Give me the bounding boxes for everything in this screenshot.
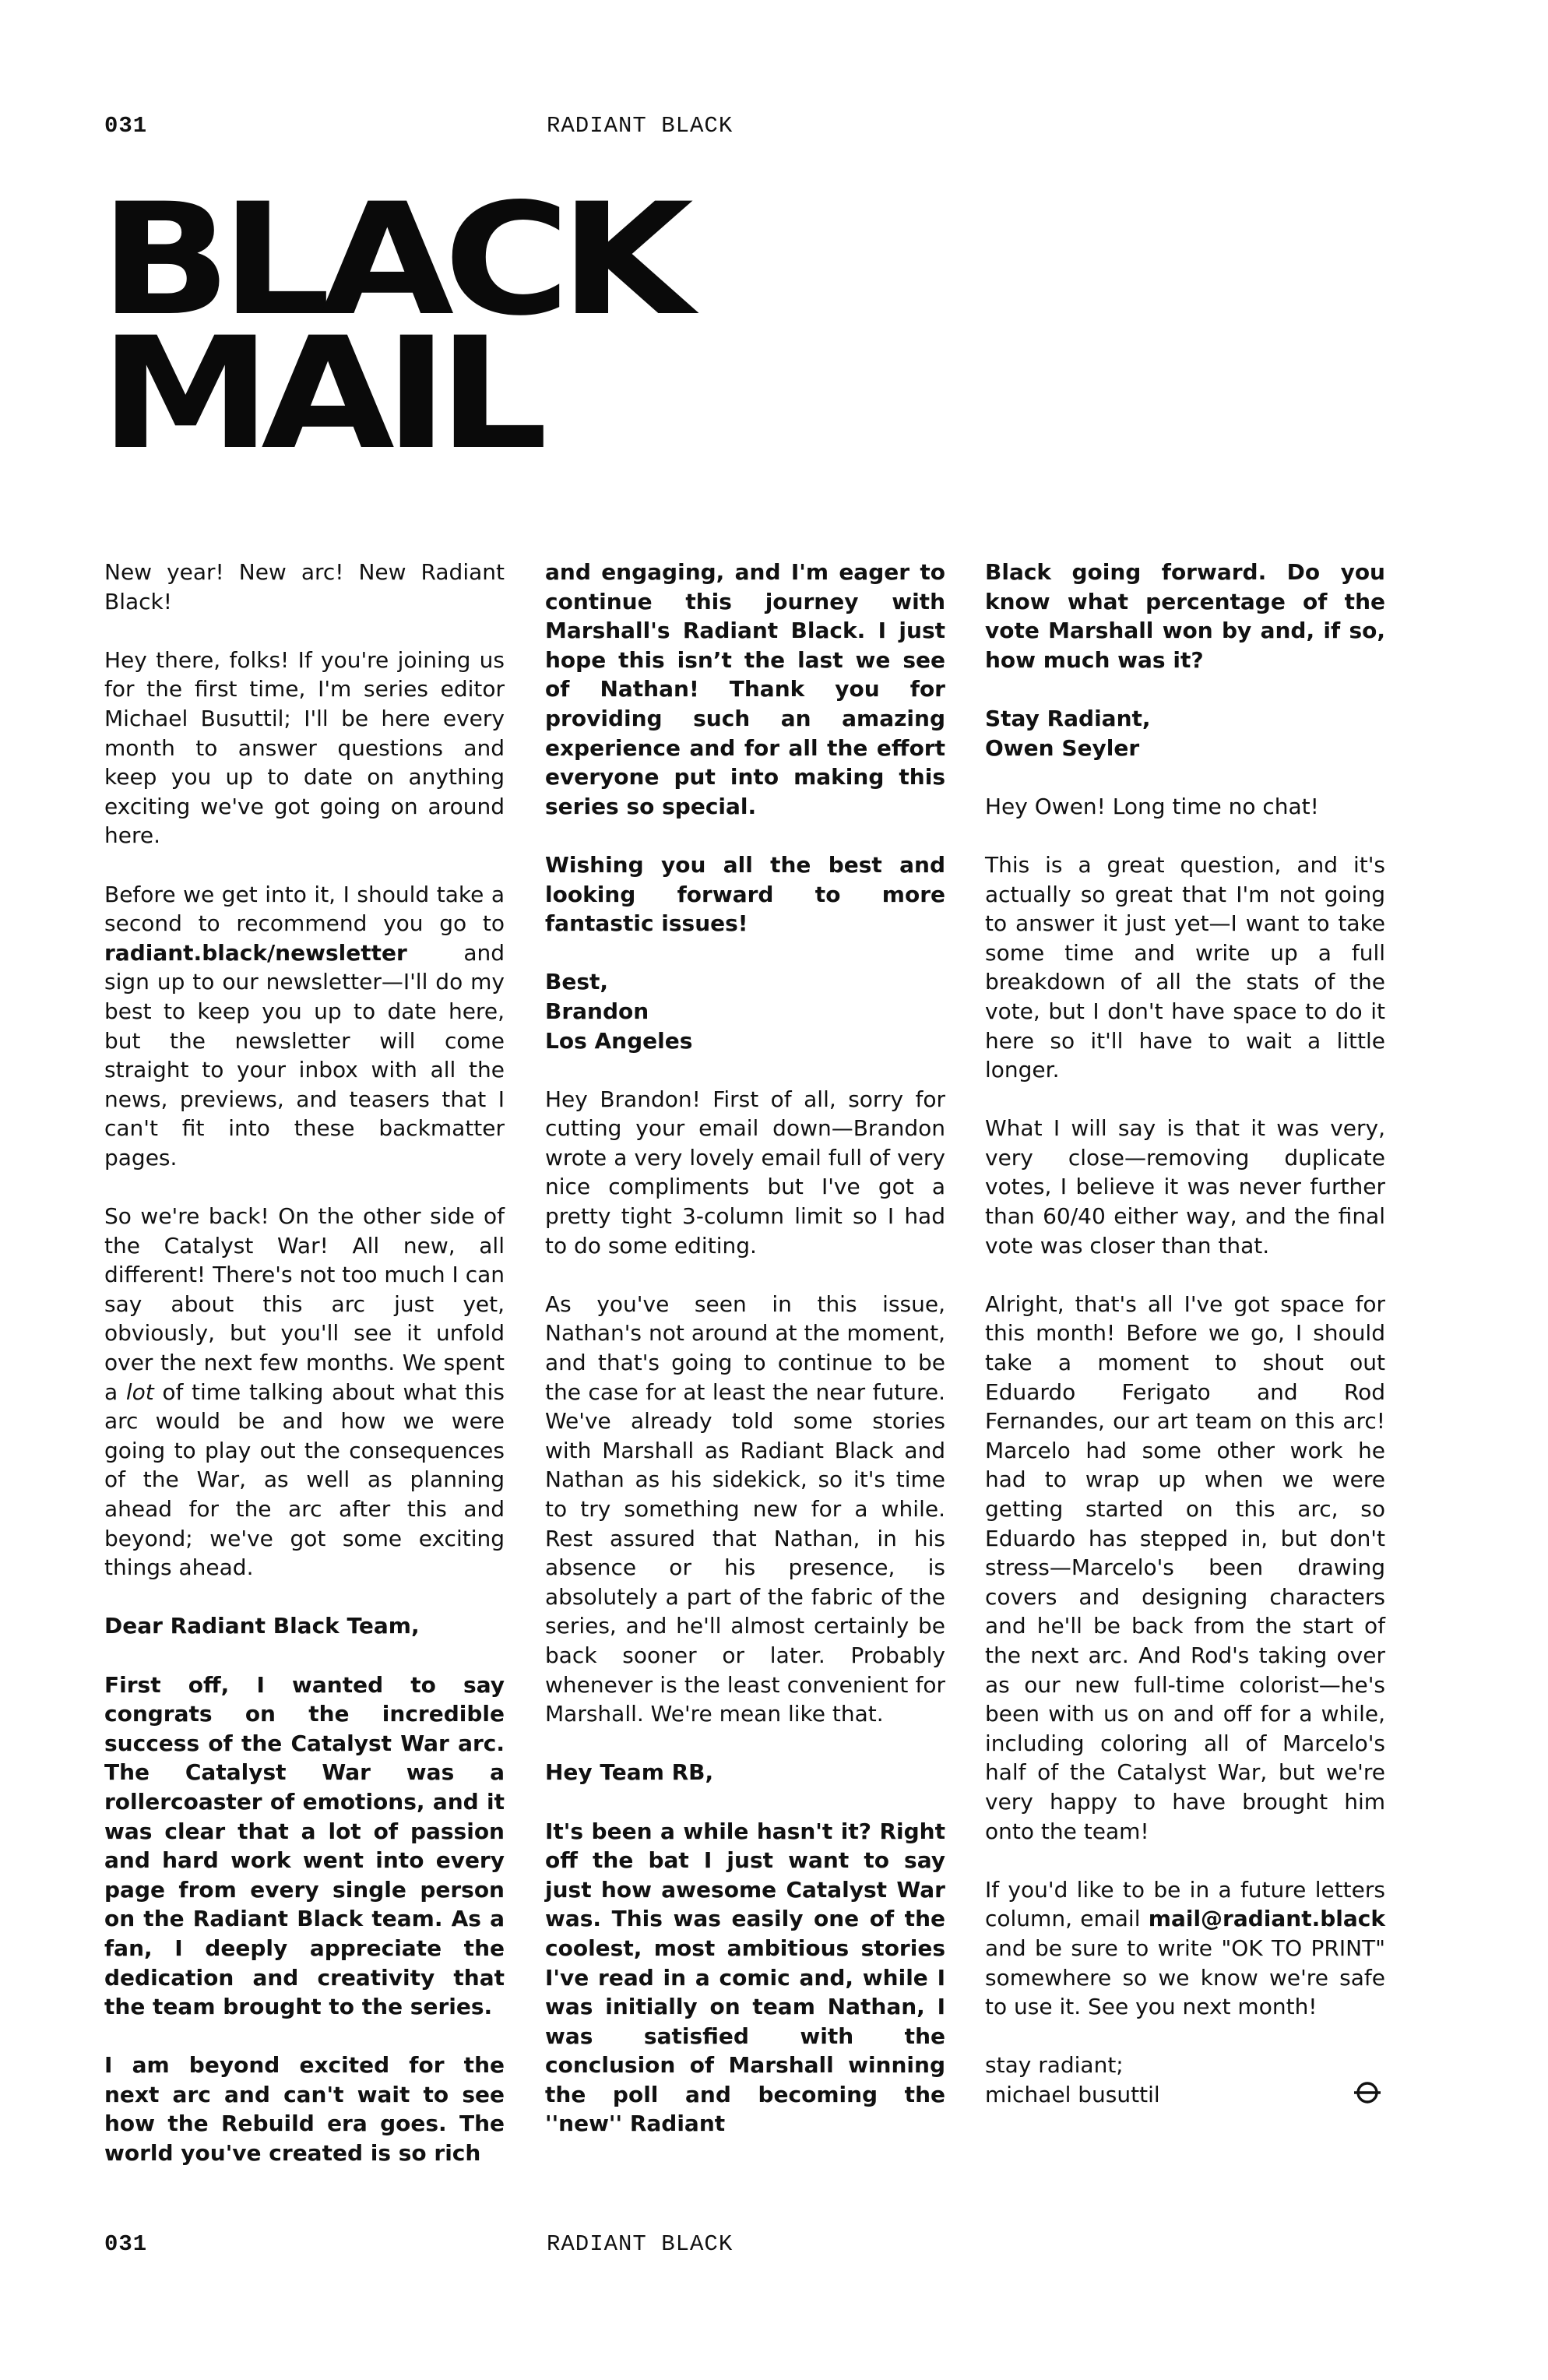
newsletter-text-after: and sign up to our newsletter—I'll do my best to keep you up to date here, but the newsletter will come straight to your inbox with all the news, previews, and teasers that I can't fit into these backmatter pages. (104, 939, 505, 1171)
editor-signoff (985, 2051, 1385, 2109)
letter-2-signoff: Stay Radiant, (985, 705, 1151, 731)
reply-2-paragraph-1: Hey Owen! Long time no chat! (985, 793, 1319, 819)
reply-1-paragraph-2: As you've seen in this issue, Nathan's not around at the moment, and that's going to continue to be the case for at least the near future. We've already told some stories with Marshall as Radiant Black and Nathan as his sidekick, so it's time to try something new for a while. Rest assured that Nathan, in his absence or his presence, is absolutely a part of the fabric of the series, and he'll almost certainly be back sooner or later. Probably whenever is the least convenient for Marshall. We're mean like that. (545, 1290, 945, 1727)
footer-book-title: RADIANT BLACK (547, 2231, 734, 2257)
letter-1-salutation: Dear Radiant Black Team, (104, 1613, 420, 1639)
column-2 (545, 558, 945, 2139)
contact-email-link[interactable]: mail@radiant.black (1148, 1906, 1385, 1932)
letter-1-signature (545, 967, 945, 1055)
newsletter-link[interactable]: radiant.black/newsletter (104, 939, 407, 966)
radiant-black-logo-icon (1354, 2079, 1381, 2106)
letter-1-paragraph-2-continued: and engaging, and I'm eager to continue this journey with Marshall's Radiant Black. I just hope this isn’t the last we see of Nathan! Thank you for providing such an amazing experience and for all the effort everyone put into making this series so special. (545, 559, 945, 819)
reply-1-paragraph-1: Hey Brandon! First of all, sorry for cutting your email down—Brandon wrote a very lovely email full of very nice compliments but I've got a pretty tight 3-column limit so I had to do some editing. (545, 1086, 945, 1259)
running-footer (104, 2231, 1381, 2262)
letter-2-paragraph-1: It's been a while hasn't it? Right off the bat I just want to say just how awesome Catalyst War was. This was easily one of the coolest, most ambitious stories I've read in a comic and, while I was initially on team Nathan, I was satisfied with the conclusion of Marshall winning the poll and becoming the ''new'' Radiant (545, 1818, 945, 2137)
column-3 (985, 558, 1385, 2109)
title-line-1: BLACK (100, 170, 684, 350)
title-line-2: MAIL (100, 304, 538, 484)
letter-2-paragraph-1-continued: Black going forward. Do you know what percentage of the vote Marshall won by and, if so, how much was it? (985, 559, 1385, 673)
letter-1-location: Los Angeles (545, 1027, 693, 1054)
arc-emphasis: lot (125, 1378, 154, 1405)
intro-paragraph: New year! New arc! New Radiant Black! (104, 559, 505, 614)
reply-2-paragraph-2: This is a great question, and it's actually so great that I'm not going to answer it just yet—I want to take some time and write up a full breakdown of all the stats of the vote, but I don't have space to do it here so it'll have to wait a little longer. (985, 851, 1385, 1083)
closing-text-before: If you'd like to be in a future letters column, email (985, 1876, 1385, 1932)
letters-column-title (100, 170, 684, 484)
editor-intro-paragraph: Hey there, folks! If you're joining us for the first time, I'm series editor Michael Busuttil; I'll be here every month to answer questions and keep you up to date on anything exciting we've got going on around here. (104, 646, 505, 849)
letter-1-signoff: Best, (545, 969, 609, 995)
letter-1-paragraph-2: I am beyond excited for the next arc and can't wait to see how the Rebuild era goes. The world you've created is so rich (104, 2052, 505, 2167)
editor-signoff-line-1: stay radiant; (985, 2052, 1124, 2079)
newsletter-text-before: Before we get into it, I should take a second to recommend you go to (104, 881, 505, 937)
closing-text-after: and be sure to write "OK TO PRINT" somewhere so we know we're safe to use it. See you next month! (985, 1935, 1385, 2020)
page-number: 031 (104, 113, 148, 139)
letter-1-paragraph-3: Wishing you all the best and looking forward to more fantastic issues! (545, 851, 945, 937)
editor-name: michael busuttil (985, 2081, 1160, 2107)
footer-page-number: 031 (104, 2231, 148, 2257)
book-title: RADIANT BLACK (547, 113, 734, 139)
running-header (104, 113, 1381, 144)
closing-paragraph-1: Alright, that's all I've got space for this month! Before we go, I should take a moment to shout out Eduardo Ferigato and Rod Fernandes, our art team on this arc! Marcelo had some other work he had to wrap up when we were getting started on this arc, so Eduardo has stepped in, but don't stress—Marcelo's been drawing covers and designing characters and he'll be back from the start of the next arc. And Rod's taking over as our new full-time colorist—he's been with us on and off for a while, including coloring all of Marcelo's half of the Catalyst War, but we're very happy to have brought him onto the team! (985, 1290, 1385, 1844)
newsletter-paragraph (104, 880, 505, 1173)
arc-text-after: of time talking about what this arc would be and how we were going to play out the consequences of the War, as well as planning ahead for the arc after this and beyond; we've got some exciting things ahead. (104, 1378, 505, 1581)
letter-2-salutation: Hey Team RB, (545, 1759, 714, 1786)
letter-2-author: Owen Seyler (985, 734, 1140, 761)
column-1 (104, 558, 505, 2168)
reply-2-paragraph-3: What I will say is that it was very, very close—removing duplicate votes, I believe it was never further than 60/40 either way, and the final vote was closer than that. (985, 1115, 1385, 1259)
letter-1-author: Brandon (545, 998, 649, 1024)
closing-paragraph-2 (985, 1875, 1385, 2022)
letter-2-signature (985, 704, 1385, 762)
letter-1-paragraph-1: First off, I wanted to say congrats on the incredible success of the Catalyst War arc. The Catalyst War was a rollercoaster of emotions, and it was clear that a lot of passion and hard work went into every page from every single person on the Radiant Black team. As a fan, I deeply appreciate the dedication and creativity that the team brought to the series. (104, 1671, 505, 2020)
arc-text-before: So we're back! On the other side of the Catalyst War! All new, all different! There's not too much I can say about this arc just yet, obviously, but you'll see it unfold over the next few months. We spent a (104, 1203, 505, 1405)
arc-paragraph (104, 1202, 505, 1583)
